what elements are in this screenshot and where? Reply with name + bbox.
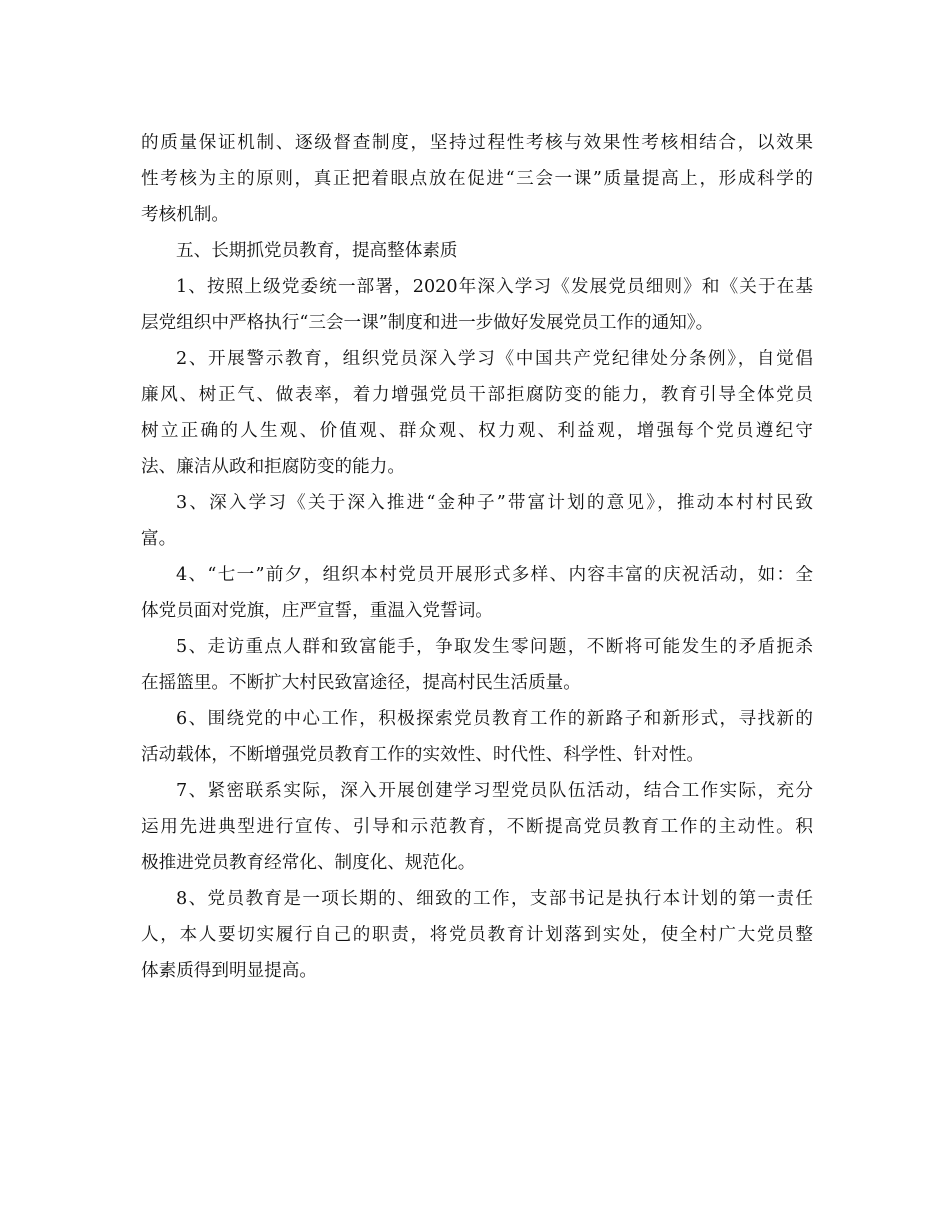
text-line: 体党员面对党旗，庄严宣誓，重温入党誓词。 (141, 601, 493, 621)
list-item-1-line: 1、按照上级党委统一部署，2020年深入学习《发展党员细则》和《关于在基 (176, 277, 813, 297)
section-heading: 五、长期抓党员教育，提高整体素质 (176, 241, 458, 261)
list-item-5-line: 5、走访重点人群和致富能手，争取发生零问题，不断将可能发生的矛盾扼杀 (176, 637, 813, 657)
text-line: 法、廉洁从政和拒腐防变的能力。 (141, 457, 405, 477)
document-body (141, 125, 813, 989)
text-line: 富。 (141, 529, 177, 549)
text-line: 考核机制。 (141, 205, 229, 225)
list-item-3-line: 3、深入学习《关于深入推进“金种子”带富计划的意见》，推动本村村民致 (176, 493, 813, 513)
text-line: 性考核为主的原则，真正把着眼点放在促进“三会一课”质量提高上，形成科学的 (141, 169, 813, 189)
text-line: 运用先进典型进行宣传、引导和示范教育，不断提高党员教育工作的主动性。积 (141, 817, 813, 837)
text-line: 的质量保证机制、逐级督查制度，坚持过程性考核与效果性考核相结合，以效果 (141, 133, 813, 153)
text-line: 层党组织中严格执行“三会一课”制度和进一步做好发展党员工作的通知》。 (141, 313, 714, 333)
text-line: 人，本人要切实履行自己的职责，将党员教育计划落到实处，使全村广大党员整 (141, 925, 813, 945)
list-item-2-line: 2、开展警示教育，组织党员深入学习《中国共产党纪律处分条例》，自觉倡 (176, 349, 813, 369)
text-line: 活动载体，不断增强党员教育工作的实效性、时代性、科学性、针对性。 (141, 745, 705, 765)
list-item-7-line: 7、紧密联系实际，深入开展创建学习型党员队伍活动，结合工作实际，充分 (176, 781, 813, 801)
list-item-6-line: 6、围绕党的中心工作，积极探索党员教育工作的新路子和新形式，寻找新的 (176, 709, 813, 729)
text-line: 廉风、树正气、做表率，着力增强党员干部拒腐防变的能力，教育引导全体党员 (141, 385, 813, 405)
text-line: 极推进党员教育经常化、制度化、规范化。 (141, 853, 476, 873)
text-line: 在摇篮里。不断扩大村民致富途径，提高村民生活质量。 (141, 673, 581, 693)
list-item-4-line: 4、“七一”前夕，组织本村党员开展形式多样、内容丰富的庆祝活动，如：全 (176, 565, 813, 585)
list-item-8-line: 8、党员教育是一项长期的、细致的工作，支部书记是执行本计划的第一责任 (176, 889, 813, 909)
text-line: 体素质得到明显提高。 (141, 961, 317, 981)
text-line: 树立正确的人生观、价值观、群众观、权力观、利益观，增强每个党员遵纪守 (141, 421, 813, 441)
